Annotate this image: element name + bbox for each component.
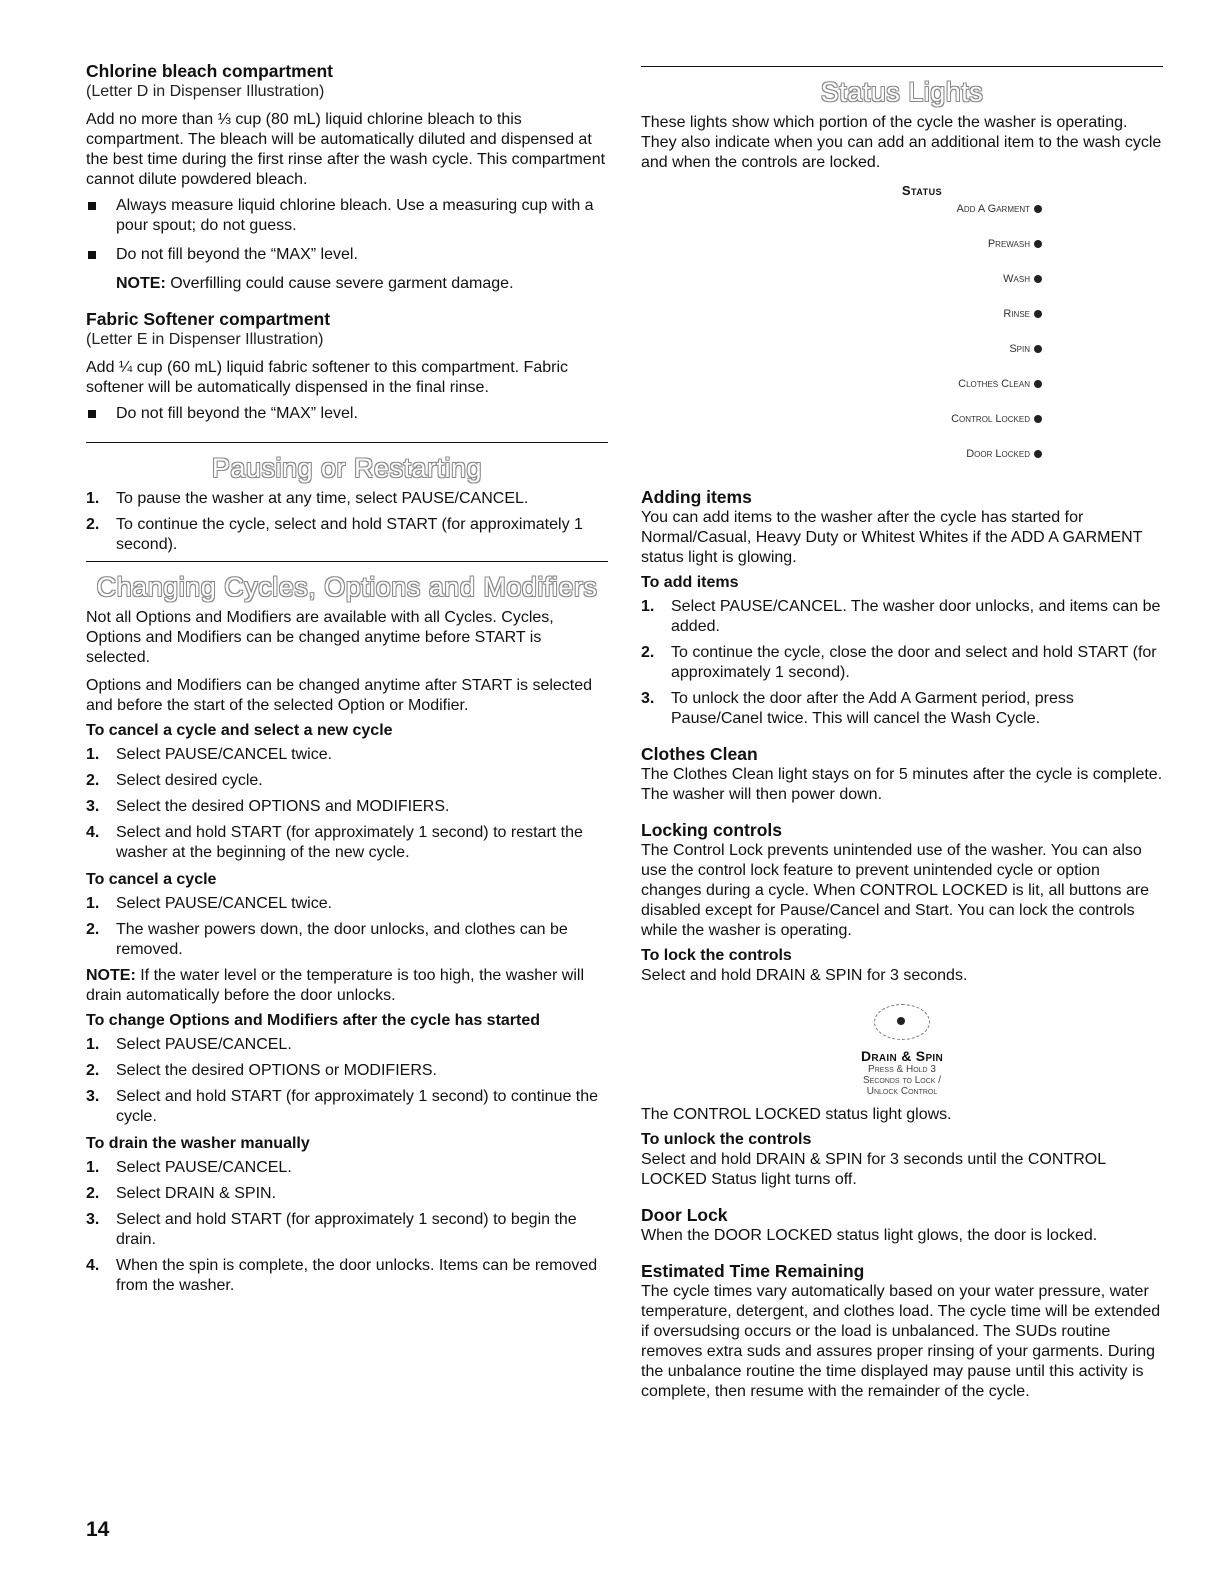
indicator-light-icon <box>1034 345 1042 353</box>
step-item: 3. To unlock the door after the Add A Garment period, press Pause/Canel twice. This will cancel the Wash Cycle. <box>641 690 1074 727</box>
drain-spin-button-illustration <box>641 1004 1163 1097</box>
chlorine-heading: Chlorine bleach compartment <box>86 61 333 81</box>
bullet-item: Do not fill beyond the “MAX” level. <box>86 404 608 424</box>
divider <box>641 66 1163 67</box>
page-number: 14 <box>86 1518 110 1541</box>
changing-section-title: Changing Cycles, Options and Modifiers <box>96 572 598 602</box>
cancel-new-heading: To cancel a cycle and select a new cycle <box>86 722 393 739</box>
changing-p1: Not all Options and Modifiers are available with all Cycles. Cycles, Options and Modifiers can be changed anytime before START is selected. <box>86 609 554 666</box>
drain-heading: To drain the washer manually <box>86 1135 310 1152</box>
step-item: 2. Select DRAIN & SPIN. <box>86 1185 277 1202</box>
status-light-control-locked: Control Locked <box>732 408 1072 443</box>
status-light-door-locked: Door Locked <box>732 443 1072 478</box>
locking-body: The Control Lock prevents unintended use of the washer. You can also use the control lock feature to prevent unintended cycle or option changes during a cycle. When CONTROL LOCKED is lit, all buttons are disabled except for Pause/Cancel and Start. You can lock the controls while the washer is operating. <box>641 842 1150 939</box>
step-item: 2. Select desired cycle. <box>86 772 263 789</box>
softener-subtitle: (Letter E in Dispenser Illustration) <box>86 331 324 348</box>
change-heading: To change Options and Modifiers after the cycle has started <box>86 1012 541 1029</box>
step-item: 1. Select PAUSE/CANCEL twice. <box>86 746 333 763</box>
step-item: 2. To continue the cycle, close the door and select and hold START (for approximately 1 second). <box>641 644 1157 681</box>
indicator-light-icon <box>1034 240 1042 248</box>
note-label: NOTE: <box>116 275 166 292</box>
step-item: 2. To continue the cycle, select and hold START (for approximately 1 second). <box>86 516 583 553</box>
drain-spin-caption: Press & Hold 3 <box>868 1064 936 1075</box>
status-section-title: Status Lights <box>820 77 984 107</box>
note-label: NOTE: <box>86 967 136 984</box>
step-item: 1. Select PAUSE/CANCEL. The washer door unlocks, and items can be added. <box>641 598 1161 635</box>
clean-body: The Clothes Clean light stays on for 5 minutes after the cycle is complete. The washer will then power down. <box>641 766 1163 803</box>
softener-bullets <box>86 404 608 424</box>
change-steps <box>86 1035 608 1127</box>
cancel-steps <box>86 894 608 960</box>
indicator-light-icon <box>1034 380 1042 388</box>
step-item: 3. Select and hold START (for approximately 1 second) to continue the cycle. <box>86 1088 599 1125</box>
softener-heading: Fabric Softener compartment <box>86 309 331 329</box>
door-lock-body: When the DOOR LOCKED status light glows, the door is locked. <box>641 1227 1098 1244</box>
divider <box>86 561 608 562</box>
lock-controls-text: Select and hold DRAIN & SPIN for 3 seconds. <box>641 967 968 984</box>
status-lights-panel <box>732 183 1072 478</box>
status-light-prewash: Prewash <box>732 233 1072 268</box>
changing-p2: Options and Modifiers can be changed anytime after START is selected and before the start of the selected Option or Modifier. <box>86 677 593 714</box>
status-body: These lights show which portion of the cycle the washer is operating. They also indicate when you can add an additional item to the wash cycle and when the controls are locked. <box>641 114 1162 171</box>
status-light-add-garment: Add A Garment <box>732 198 1072 233</box>
status-light-spin: Spin <box>732 338 1072 373</box>
step-item: 2. Select the desired OPTIONS or MODIFIERS. <box>86 1062 437 1079</box>
step-item: 4. When the spin is complete, the door unlocks. Items can be removed from the washer. <box>86 1257 598 1294</box>
indicator-light-icon <box>1034 450 1042 458</box>
step-item: 3. Select and hold START (for approximately 1 second) to begin the drain. <box>86 1211 577 1248</box>
drain-spin-label: Drain & Spin <box>860 1048 944 1064</box>
time-body: The cycle times vary automatically based on your water pressure, water temperature, detergent, and clothes load. The cycle time will be extended if oversudsing occurs or the load is unbalanced. The SUDs routine removes extra suds and assures proper rinsing of your garments. During the unbalance routine the time displayed may pause until this activity is complete, then resume with the remainder of the cycle. <box>641 1283 1161 1400</box>
status-light-wash: Wash <box>732 268 1072 303</box>
note-text: If the water level or the temperature is too high, the washer will drain automatically before the door unlocks. <box>86 967 584 1004</box>
step-item: 4. Select and hold START (for approximately 1 second) to restart the washer at the beginning of the new cycle. <box>86 824 583 861</box>
drain-spin-caption: Unlock Control <box>866 1086 938 1097</box>
divider <box>86 442 608 443</box>
step-item: 2. The washer powers down, the door unlocks, and clothes can be removed. <box>86 921 568 958</box>
drain-steps <box>86 1158 608 1296</box>
indicator-light-icon <box>1034 275 1042 283</box>
chlorine-subtitle: (Letter D in Dispenser Illustration) <box>86 83 325 100</box>
unlock-controls-text: Select and hold DRAIN & SPIN for 3 seconds until the CONTROL LOCKED Status light turns off. <box>641 1151 1106 1188</box>
step-item: 1. Select PAUSE/CANCEL. <box>86 1159 292 1176</box>
step-item: 1. To pause the washer at any time, select PAUSE/CANCEL. <box>86 490 529 507</box>
bullet-item: Do not fill beyond the “MAX” level. <box>86 245 608 265</box>
adding-heading: Adding items <box>641 487 752 507</box>
time-heading: Estimated Time Remaining <box>641 1261 865 1281</box>
status-light-rinse: Rinse <box>732 303 1072 338</box>
left-column <box>86 60 608 1302</box>
chlorine-bullets <box>86 196 608 265</box>
drain-spin-button <box>874 1004 930 1040</box>
clean-heading: Clothes Clean <box>641 744 758 764</box>
chlorine-body: Add no more than ⅓ cup (80 mL) liquid chlorine bleach to this compartment. The bleach will be automatically diluted and dispensed at the best time during the first rinse after the wash cycle. This compartment cannot dilute powdered bleach. <box>86 111 606 188</box>
locking-heading: Locking controls <box>641 820 782 840</box>
indicator-light-icon <box>1034 205 1042 213</box>
indicator-light-icon <box>897 1017 905 1025</box>
pausing-section-title: Pausing or Restarting <box>211 453 483 483</box>
step-item: 3. Select the desired OPTIONS and MODIFIERS. <box>86 798 450 815</box>
chlorine-note <box>86 274 608 294</box>
lock-controls-heading: To lock the controls <box>641 947 792 964</box>
status-panel-heading: Status <box>901 183 943 198</box>
changing-note <box>86 966 608 1006</box>
step-item: 1. Select PAUSE/CANCEL twice. <box>86 895 333 912</box>
add-items-heading: To add items <box>641 574 739 591</box>
drain-spin-caption: Seconds to Lock / <box>862 1075 942 1086</box>
cancel-heading: To cancel a cycle <box>86 871 217 888</box>
add-items-steps <box>641 597 1163 729</box>
softener-body: Add ¼ cup (60 mL) liquid fabric softener to this compartment. Fabric softener will be automatically dispensed in the final rinse. <box>86 359 568 396</box>
indicator-light-icon <box>1034 415 1042 423</box>
unlock-controls-heading: To unlock the controls <box>641 1131 812 1148</box>
bullet-item: Always measure liquid chlorine bleach. Use a measuring cup with a pour spout; do not guess. <box>86 196 608 236</box>
cancel-new-steps <box>86 745 608 863</box>
indicator-light-icon <box>1034 310 1042 318</box>
status-light-clothes-clean: Clothes Clean <box>732 373 1072 408</box>
step-item: 1. Select PAUSE/CANCEL. <box>86 1036 292 1053</box>
pausing-steps <box>86 489 608 555</box>
adding-body: You can add items to the washer after the cycle has started for Normal/Casual, Heavy Duty or Whitest Whites if the ADD A GARMENT status light is glowing. <box>641 509 1143 566</box>
door-lock-heading: Door Lock <box>641 1205 728 1225</box>
right-column <box>641 60 1163 1402</box>
control-locked-glows: The CONTROL LOCKED status light glows. <box>641 1106 952 1123</box>
note-text: Overfilling could cause severe garment damage. <box>165 275 514 292</box>
